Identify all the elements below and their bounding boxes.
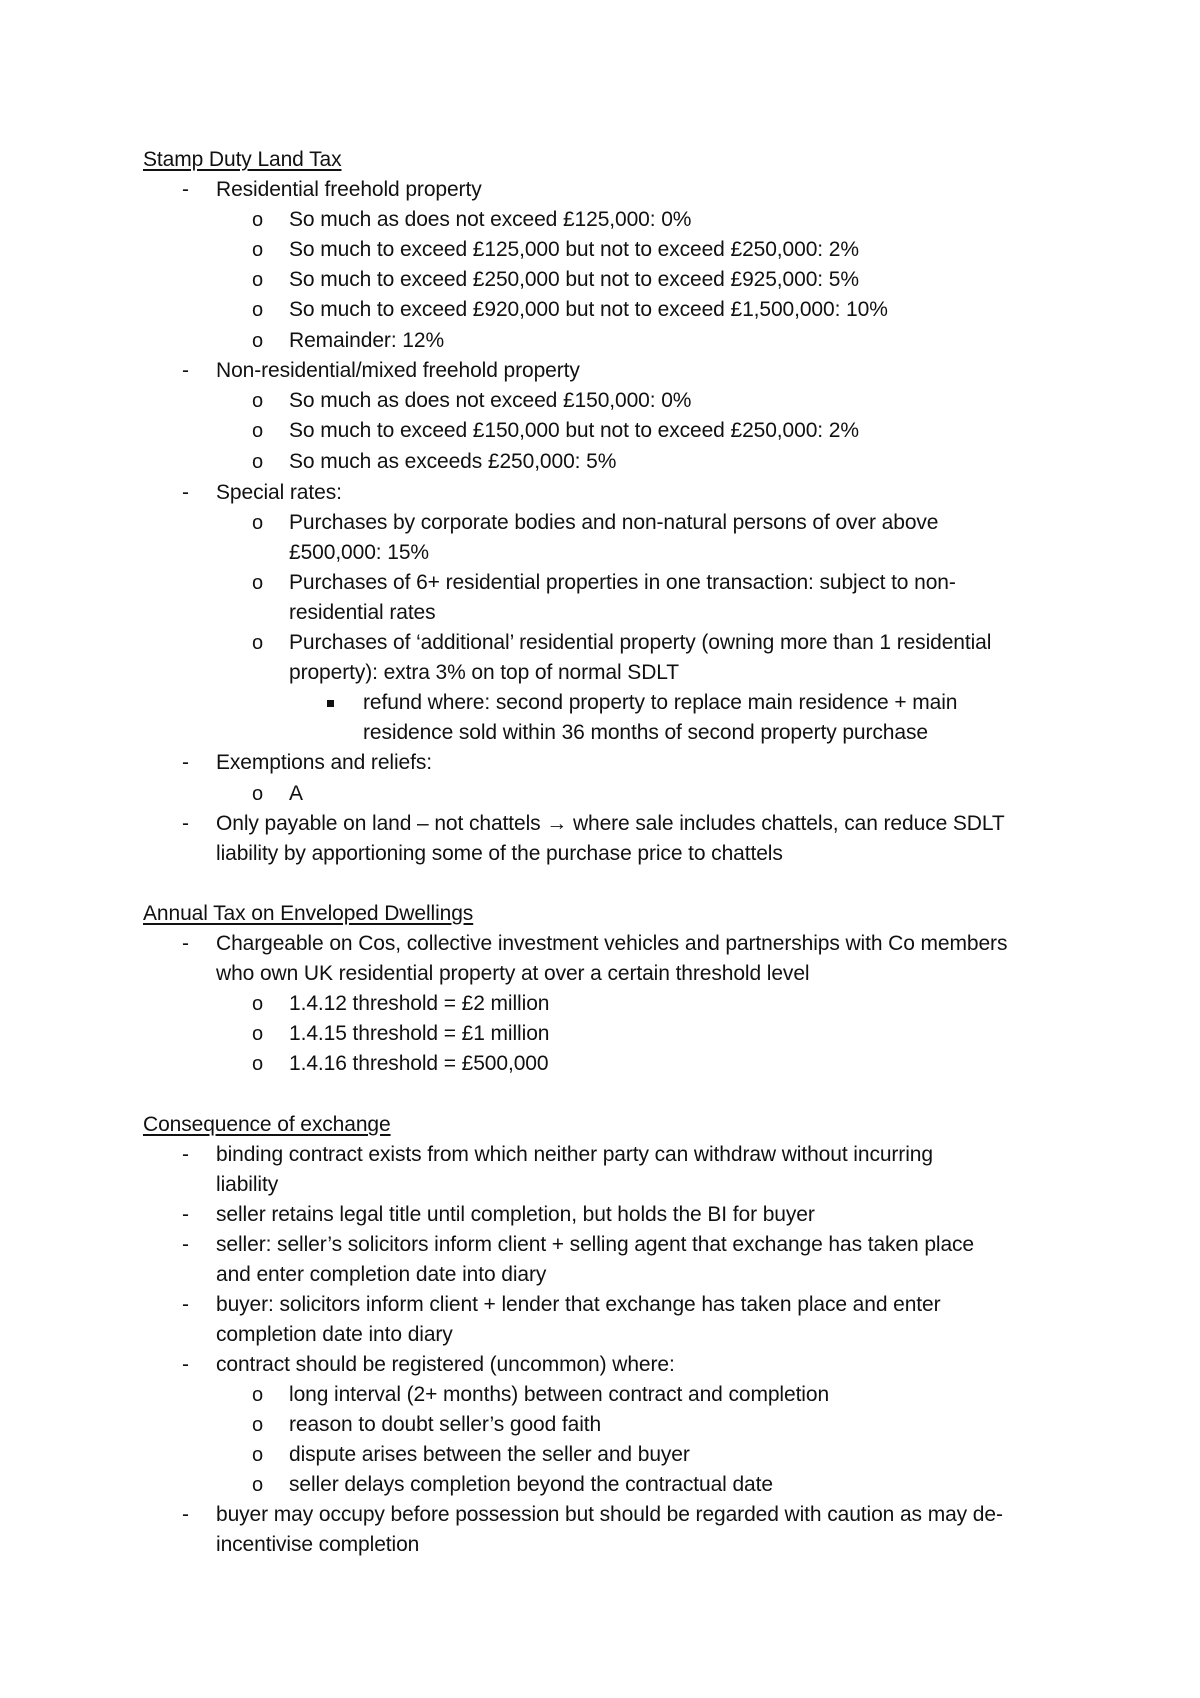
- sdlt-residential-label: Residential freehold property: [216, 178, 482, 201]
- dash-bullet: -: [182, 1353, 189, 1376]
- circle-bullet: o: [252, 512, 264, 534]
- circle-bullet: o: [252, 330, 264, 352]
- circle-bullet: o: [252, 1414, 264, 1436]
- circle-bullet: o: [252, 783, 264, 805]
- exchange-b6-line2: incentivise completion: [216, 1533, 420, 1556]
- circle-bullet: o: [252, 239, 264, 261]
- ated-threshold-2: 1.4.15 threshold = £1 million: [289, 1022, 550, 1045]
- exchange-b4-line1: buyer: solicitors inform client + lender that exchange has taken place and enter: [216, 1293, 941, 1316]
- circle-bullet: o: [252, 1474, 264, 1496]
- sdlt-res-band-4: So much to exceed £920,000 but not to exceed £1,500,000: 10%: [289, 298, 888, 321]
- sdlt-nonres-label: Non-residential/mixed freehold property: [216, 359, 580, 382]
- exchange-b3-line2: and enter completion date into diary: [216, 1263, 547, 1286]
- circle-bullet: o: [252, 1023, 264, 1045]
- ated-charge-line2: who own UK residential property at over a certain threshold level: [216, 962, 810, 985]
- circle-bullet: o: [252, 451, 264, 473]
- circle-bullet: o: [252, 299, 264, 321]
- sdlt-res-band-1: So much as does not exceed £125,000: 0%: [289, 208, 692, 231]
- dash-bullet: -: [182, 751, 189, 774]
- exchange-b5-item-2: reason to doubt seller’s good faith: [289, 1413, 602, 1436]
- sdlt-refund-line2: residence sold within 36 months of second property purchase: [363, 721, 928, 744]
- sdlt-exemption-1: A: [289, 782, 303, 805]
- dash-bullet: -: [182, 1233, 189, 1256]
- sdlt-nonres-band-1: So much as does not exceed £150,000: 0%: [289, 389, 692, 412]
- chattels-text-a: Only payable on land – not chattels: [216, 812, 547, 835]
- sdlt-special-2-line1: Purchases of 6+ residential properties in one transaction: subject to non-: [289, 571, 956, 594]
- exchange-b5-item-3: dispute arises between the seller and buyer: [289, 1443, 690, 1466]
- square-bullet: [327, 700, 334, 707]
- heading-ated: Annual Tax on Enveloped Dwellings: [143, 902, 474, 925]
- dash-bullet: -: [182, 178, 189, 201]
- exchange-b4-line2: completion date into diary: [216, 1323, 453, 1346]
- sdlt-exemptions-label: Exemptions and reliefs:: [216, 751, 432, 774]
- circle-bullet: o: [252, 1384, 264, 1406]
- sdlt-nonres-band-3: So much as exceeds £250,000: 5%: [289, 450, 617, 473]
- circle-bullet: o: [252, 572, 264, 594]
- circle-bullet: o: [252, 420, 264, 442]
- circle-bullet: o: [252, 1444, 264, 1466]
- dash-bullet: -: [182, 1503, 189, 1526]
- heading-sdlt: Stamp Duty Land Tax: [143, 148, 342, 171]
- sdlt-special-3-line2: property): extra 3% on top of normal SDLT: [289, 661, 680, 684]
- sdlt-special-1-line1: Purchases by corporate bodies and non-natural persons of over above: [289, 511, 939, 534]
- sdlt-refund-line1: refund where: second property to replace main residence + main: [363, 691, 958, 714]
- sdlt-special-3-line1: Purchases of ‘additional’ residential property (owning more than 1 residential: [289, 631, 992, 654]
- dash-bullet: -: [182, 1143, 189, 1166]
- chattels-text-b: where sale includes chattels, can reduce SDLT: [567, 812, 1005, 835]
- exchange-b5-item-4: seller delays completion beyond the contractual date: [289, 1473, 773, 1496]
- sdlt-special-2-line2: residential rates: [289, 601, 436, 624]
- sdlt-nonres-band-2: So much to exceed £150,000 but not to exceed £250,000: 2%: [289, 419, 859, 442]
- sdlt-chattels-line1: [216, 809, 1005, 839]
- circle-bullet: o: [252, 209, 264, 231]
- sdlt-res-band-3: So much to exceed £250,000 but not to exceed £925,000: 5%: [289, 268, 859, 291]
- exchange-b5-item-1: long interval (2+ months) between contract and completion: [289, 1383, 830, 1406]
- sdlt-special-label: Special rates:: [216, 481, 342, 504]
- dash-bullet: -: [182, 932, 189, 955]
- exchange-b3-line1: seller: seller’s solicitors inform client + selling agent that exchange has taken place: [216, 1233, 975, 1256]
- exchange-b6-line1: buyer may occupy before possession but should be regarded with caution as may de-: [216, 1503, 1003, 1526]
- circle-bullet: o: [252, 269, 264, 291]
- sdlt-special-1-line2: £500,000: 15%: [289, 541, 429, 564]
- dash-bullet: -: [182, 481, 189, 504]
- dash-bullet: -: [182, 359, 189, 382]
- dash-bullet: -: [182, 1293, 189, 1316]
- ated-charge-line1: Chargeable on Cos, collective investment vehicles and partnerships with Co members: [216, 932, 1008, 955]
- exchange-b1-line2: liability: [216, 1173, 279, 1196]
- sdlt-chattels-line2: liability by apportioning some of the purchase price to chattels: [216, 842, 783, 865]
- circle-bullet: o: [252, 632, 264, 654]
- circle-bullet: o: [252, 390, 264, 412]
- dash-bullet: -: [182, 1203, 189, 1226]
- sdlt-res-band-2: So much to exceed £125,000 but not to exceed £250,000: 2%: [289, 238, 859, 261]
- dash-bullet: -: [182, 812, 189, 835]
- exchange-b2: seller retains legal title until completion, but holds the BI for buyer: [216, 1203, 815, 1226]
- ated-threshold-1: 1.4.12 threshold = £2 million: [289, 992, 550, 1015]
- circle-bullet: o: [252, 1053, 264, 1075]
- exchange-b1-line1: binding contract exists from which neither party can withdraw without incurring: [216, 1143, 933, 1166]
- ated-threshold-3: 1.4.16 threshold = £500,000: [289, 1052, 549, 1075]
- exchange-b5: contract should be registered (uncommon) where:: [216, 1353, 675, 1376]
- heading-exchange: Consequence of exchange: [143, 1113, 391, 1136]
- right-arrow-icon: →: [546, 812, 568, 835]
- sdlt-res-band-5: Remainder: 12%: [289, 329, 445, 352]
- circle-bullet: o: [252, 993, 264, 1015]
